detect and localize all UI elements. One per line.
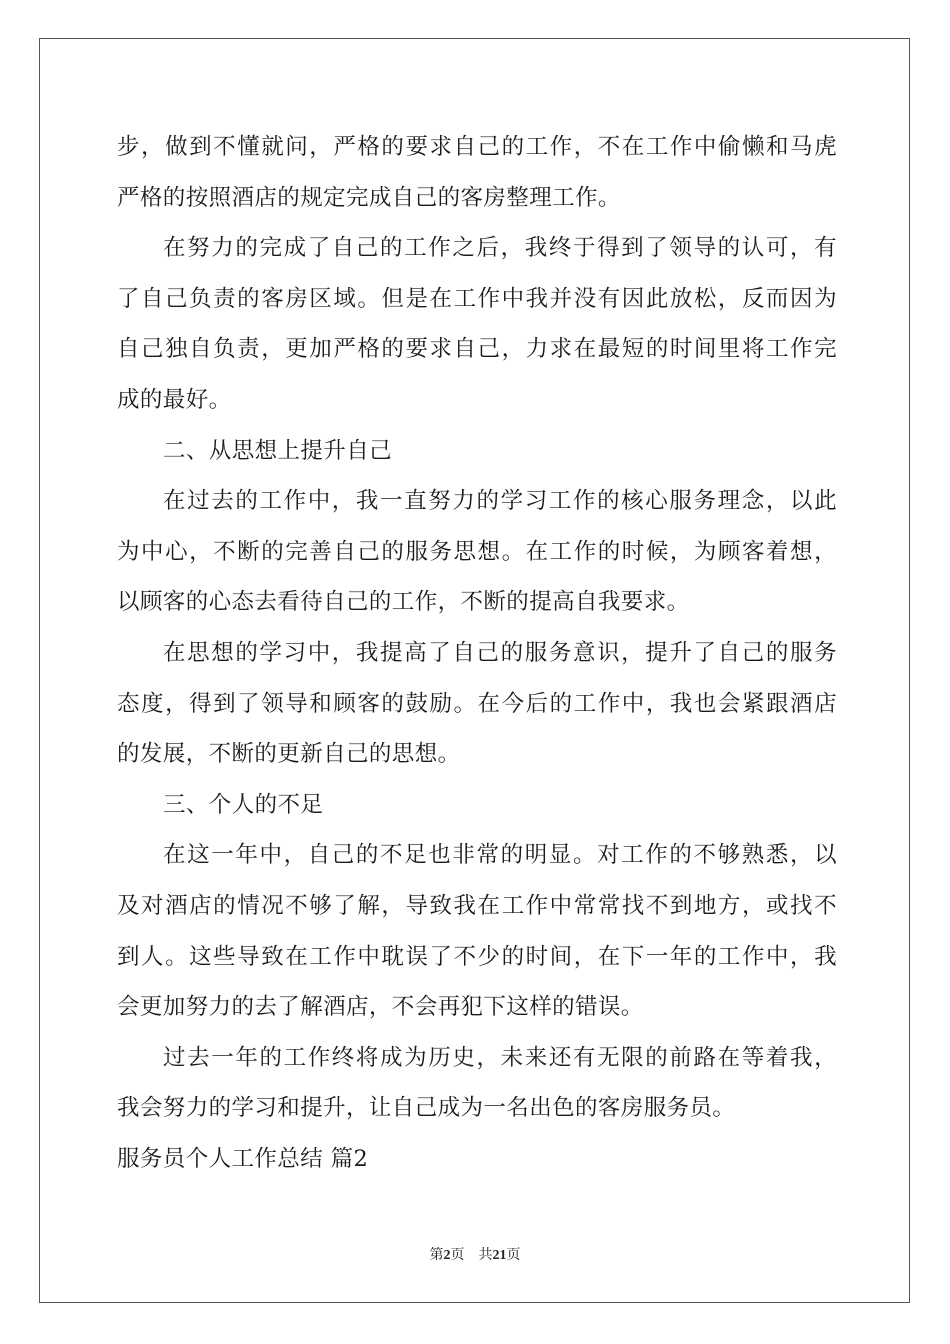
current-page-number: 2 — [443, 1248, 451, 1263]
text-line: 及对酒店的情况不够了解，导致我在工作中常常找不到地方，或找不 — [117, 892, 837, 919]
page-prefix: 第 — [429, 1248, 444, 1263]
text-line: 的发展，不断的更新自己的思想。 — [117, 741, 461, 768]
text-line: 了自己负责的客房区域。但是在工作中我并没有因此放松，反而因为 — [117, 285, 837, 312]
paragraph-start-line: 在努力的完成了自己的工作之后，我终于得到了领导的认可，有 — [163, 235, 837, 262]
page-footer — [0, 1244, 950, 1264]
paragraph-start-line: 在过去的工作中，我一直努力的学习工作的核心服务理念，以此 — [163, 488, 837, 515]
text-line: 以顾客的心态去看待自己的工作，不断的提高自我要求。 — [117, 589, 690, 616]
text-line: 到人。这些导致在工作中耽误了不少的时间，在下一年的工作中，我 — [117, 943, 837, 970]
text-line: 严格的按照酒店的规定完成自己的客房整理工作。 — [117, 184, 621, 211]
total-page-number: 21 — [492, 1248, 507, 1263]
section-heading: 三、个人的不足 — [163, 791, 324, 818]
text-line: 自己独自负责，更加严格的要求自己，力求在最短的时间里将工作完 — [117, 336, 837, 363]
article-title: 服务员个人工作总结 篇2 — [117, 1145, 369, 1172]
text-line: 态度，得到了领导和顾客的鼓励。在今后的工作中，我也会紧跟酒店 — [117, 690, 837, 717]
text-line: 步，做到不懂就问，严格的要求自己的工作，不在工作中偷懒和马虎 — [117, 134, 837, 160]
text-line: 我会努力的学习和提升，让自己成为一名出色的客房服务员。 — [117, 1095, 736, 1122]
text-line: 成的最好。 — [117, 386, 232, 413]
document-body — [117, 128, 837, 1190]
text-line: 为中心，不断的完善自己的服务思想。在工作的时候，为顾客着想， — [117, 538, 837, 565]
section-heading: 二、从思想上提升自己 — [163, 437, 393, 464]
total-suffix: 页 — [506, 1248, 521, 1263]
page-suffix: 页 — [450, 1248, 465, 1263]
text-line: 会更加努力的去了解酒店，不会再犯下这样的错误。 — [117, 994, 644, 1021]
paragraph-start-line: 在这一年中，自己的不足也非常的明显。对工作的不够熟悉，以 — [163, 842, 837, 869]
paragraph-start-line: 在思想的学习中，我提高了自己的服务意识，提升了自己的服务 — [163, 639, 837, 666]
total-prefix: 共 — [478, 1248, 493, 1263]
paragraph-start-line: 过去一年的工作终将成为历史，未来还有无限的前路在等着我， — [163, 1044, 837, 1071]
